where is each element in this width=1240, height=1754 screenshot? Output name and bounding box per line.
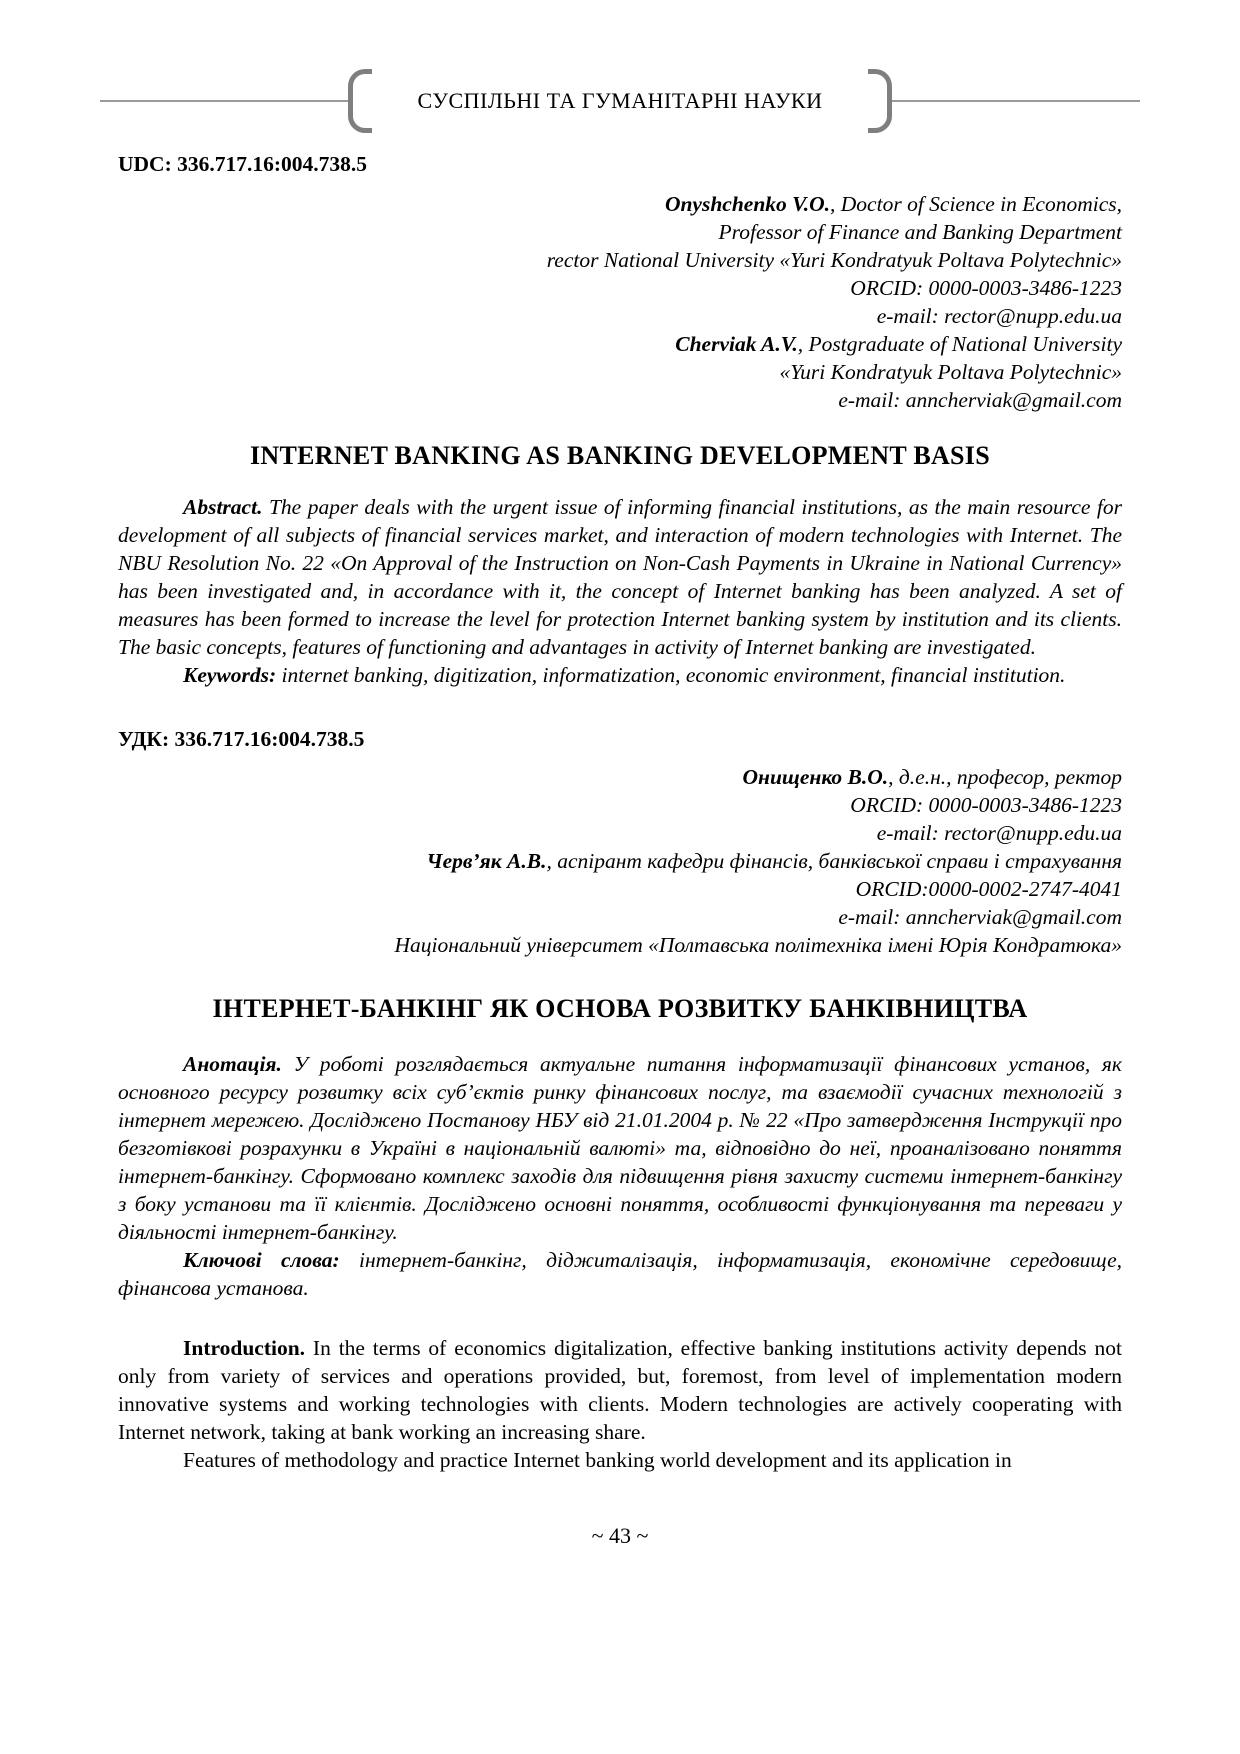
author-line [118,246,1122,274]
author-line [118,763,1122,791]
abstract-paragraph [118,493,1122,661]
author-affiliation: , аспірант кафедри фінансів, банківської справи і страхування [546,849,1122,873]
keywords-label-ua: Ключові слова: [183,1248,340,1272]
article-title-en: INTERNET BANKING AS BANKING DEVELOPMENT BASIS [250,441,990,470]
author-line [118,330,1122,358]
author-name: Cherviak A.V. [675,332,798,356]
keywords-text-en: internet banking, digitization, informatization, economic environment, financial institution. [281,663,1066,687]
author-email: e-mail: anncherviak@gmail.com [838,388,1122,412]
author-name: Черв’як А.В. [426,849,547,873]
introduction-paragraph [118,1334,1122,1446]
author-email: e-mail: rector@nupp.edu.ua [876,304,1122,328]
author-university: Національний університет «Полтавська політехніка імені Юрія Кондратюка» [394,933,1122,957]
author-line [118,190,1122,218]
introduction-text: In the terms of economics digitalization, effective banking institutions activity depends not only from variety of services and operations provided, but, foremost, from level of implementation modern innovative systems and working technologies with clients. Modern technologies are actively cooperating with Internet network, taking at bank working an increasing share. [118,1336,1123,1444]
author-affiliation: Professor of Finance and Banking Department [718,220,1122,244]
author-email: e-mail: rector@nupp.edu.ua [876,821,1122,845]
author-email: e-mail: anncherviak@gmail.com [838,905,1122,929]
article-content [0,150,1240,1550]
keywords-text-ua: інтернет-банкінг, діджиталізація, інформатизація, економічне середовище, фінансова установа. [118,1248,1123,1300]
udc-code-en: UDC: 336.717.16:004.738.5 [118,152,368,176]
author-affiliation: , Doctor of Science in Economics, [830,192,1122,216]
author-orcid: ORCID: 0000-0003-3486-1223 [850,793,1122,817]
introduction-label: Introduction. [183,1336,306,1360]
annotation-label: Анотація. [183,1052,282,1076]
body-paragraph: Features of methodology and practice Internet banking world development and its application in [183,1448,1012,1472]
author-line [118,358,1122,386]
left-bracket-decoration [348,69,372,133]
abstract-label: Abstract. [183,495,263,519]
author-name: Онищенко В.О. [742,765,889,789]
author-orcid: ORCID: 0000-0003-3486-1223 [850,276,1122,300]
author-line [118,218,1122,246]
page-number: ~ 43 ~ [591,1523,649,1548]
journal-section-header [100,68,1140,134]
author-name: Onyshchenko V.O. [664,192,831,216]
keywords-paragraph-en [118,661,1122,689]
article-title-ua: ІНТЕРНЕТ-БАНКІНГ ЯК ОСНОВА РОЗВИТКУ БАНКІВНИЦТВА [212,994,1028,1023]
abstract-text: The paper deals with the urgent issue of informing financial institutions, as the main resource for development of all subjects of financial services market, and interaction of modern technologies with Internet. The NBU Resolution No. 22 «On Approval of the Instruction on Non-Cash Payments in Ukraine in National Currency» has been investigated and, in accordance with it, the concept of Internet banking has been analyzed. A set of measures has been formed to increase the level for protection Internet banking system by institution and its clients. The basic concepts, features of functioning and advantages in activity of Internet banking are investigated. [118,495,1123,659]
right-bracket-decoration [868,69,892,133]
journal-section-title: СУСПІЛЬНІ ТА ГУМАНІТАРНІ НАУКИ [417,88,823,113]
author-affiliation: rector National University «Yuri Kondratyuk Poltava Polytechnic» [546,248,1122,272]
udc-code-ua: УДК: 336.717.16:004.738.5 [118,727,365,751]
annotation-text: У роботі розглядається актуальне питання інформатизації фінансових установ, як основного ресурсу розвитку всіх суб’єктів ринку фінансових послуг, та взаємодії сучасних технологій з інтернет мережею. Досліджено Постанову НБУ від 21.01.2004 р. № 22 «Про затвердження Інструкції про безготівкові розрахунки в Україні в національній валюті» та, відповідно до неї, проаналізовано поняття інтернет-банкінгу. Сформовано комплекс заходів для підвищення рівня захисту системи інтернет-банкінгу з боку установи та її клієнтів. Досліджено основні поняття, особливості функціонування та переваги у діяльності інтернет-банкінгу. [118,1052,1122,1244]
annotation-paragraph [118,1050,1122,1246]
author-affiliation: , Postgraduate of National University [797,332,1122,356]
authors-block-ua [118,763,1122,959]
keywords-label-en: Keywords: [183,663,277,687]
author-affiliation: , д.е.н., професор, ректор [888,765,1122,789]
author-line [118,847,1122,875]
keywords-paragraph-ua [118,1246,1122,1302]
author-affiliation: «Yuri Kondratyuk Poltava Polytechnic» [779,360,1122,384]
header-rule-left [100,100,348,102]
authors-block-en [118,190,1122,414]
author-orcid: ORCID:0000-0002-2747-4041 [855,877,1122,901]
header-rule-right [892,100,1140,102]
